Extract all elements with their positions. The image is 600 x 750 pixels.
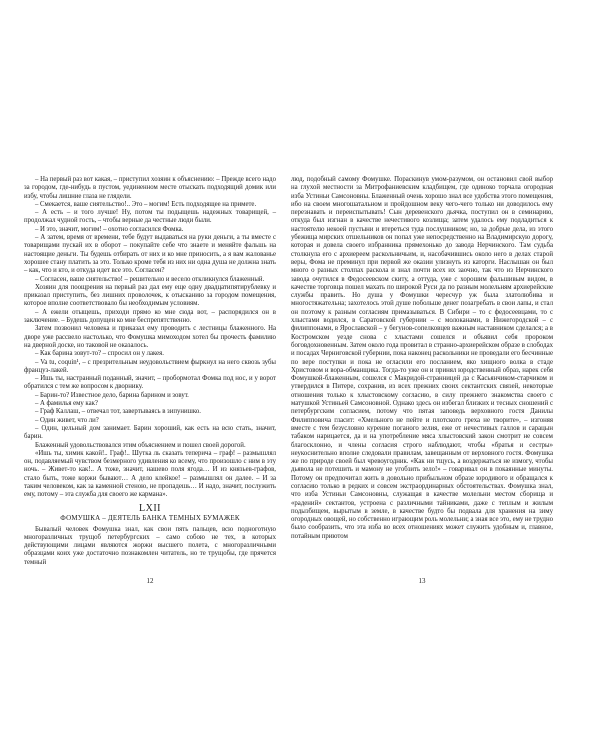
paragraph: – Граф Каллаш, – отвечал тот, завертываясь в зипунишко.	[35, 408, 201, 416]
left-page-paragraphs	[24, 176, 276, 500]
page-number-right: 13	[418, 577, 426, 585]
paragraph: люд, подобный самому Фомушке. Пораскинув умом-разумом, он остановил свой выбор на глухой местности за Митрофаниевским кладбищем, где одиноко торчала огородная изба Устиньи Самсоновны. Блаженный очень хорошо знал все удобства этого помещения, ибо на своем многошатальном и пройдошном веку чего-чего только ни доводилось ему перезнавать и переиспытывать! Сын деревенского дьячка, поступил он в семинарию, откуда был изгнан в качестве нечестивого козлища; затем удалось ему подладиться к настоятелю некоей пустыни и втереться туда послушником; но, за добрые дела, из этого убежища мирских отшельников он попал уже непосредственно на Владимирскую дорогу, которая и довела своего избранника прямехонько до завода Нерчинского. Там судьба столкнула его с архиереем раскольничьим, и, насобачившись около него в делах старой веры, Фома не преминул при первой же оказии улизнуть из каторги. Наслышан он был много о разных столпах раскола и знал почти всех их заочно, так что из Нерчинского завода очутился в Федосеевском скиту, а оттуда, уже с хорошим фальшивым видом, в качестве торговца пошел махать по широкой Руси да по разным молельням архиерейские службы править. Но душа у Фомушки чересчур уж была златолюбива и многостяжательна; захотелось этой душе побольше денег позагребать в свои лапы, и стал он поэтому к разным согласиям примазываться. В Сибири – то с федосеевцами, то с хлыстами водился, в Саратовской губернии – с молоканами, в Нижегородской – с филиппонами, в Ярославской – у бегунов-сопелковцев важным наставником сделался; а в Костромском уезде снова с хлыстами сошелся и объявил себя пророком боговдохновенным. Затем около года провитал в странно-архиерейском образе в слободах и посадах Черниговской губернии, пока наконец раскольники не проведали его бесчинные по вере поступки и пока не огласили его посланием, яко хищного волка в стаде Христовом и вора-обманщика. Тогда-то уже он и принял юродственный образ, нарек себя Фомушкой-блаженным, сошелся с Макридой-странницей да с Касьянчиком-старчиком и утвердился в Питере, сохранив, из всех прежних своих сектантских связей, некоторые отношения только к хлыстовскому согласию, в силу прежнего знакомства своего с матушкой Устиньей Самсоновной. Однако здесь он избегал близких и тесных сношений с петербургским согласием, потому что пятая заповедь верховного гостя Данилы Филипповича гласит: «Хмельного не пейте и плотского греха не творите», – изгоняя вместе с тем безусловно курение поганого зелия, еже от нечестивых галлов и сарацын табаком нарицается, да и на употребление мяса хлыстовский закон смотрит не совсем благосклонно, и члены согласия строго наблюдают, чтобы «братья и сестры» неукоснительно вполне следовали правилам, завещанным от верховного гостя. Фомушка же по природе своей был чревоугодник. «Как ни тщусь, а воздержаться не измогу, чтобы дьявола не потешить и мамону не угобзить зело!» – говаривал он в покаянные минуты. Потому он предпочитал жить в довольно прибыльном образе юродивого и обращался к согласию только в редких и совсем экстраординарных обстоятельствах. Фомушка знал, что изба Устиньи Самсоновны, служащая в качестве молельни местом сборища и «радений» сектантов, устроена с различными тайниками, даже с теплым и жилым подызбищем, вырытым в земле, в качестве будто бы подвала для хранения на зиму огородных овощей, но собственно играющим роль молельни; а зная все это, ему не трудно было сообразить, что эта изба во всех отношениях может служить удобным и, главное, потайным приютом	[291, 176, 553, 540]
paragraph: – А ежели отыщешь, приходи прямо ко мне сюда вот, – распорядился он в заключение. – Будешь допущен ко мне беспрепятственно.	[24, 308, 276, 325]
paragraph: Бывалый человек Фомушка знал, как свои пять пальцев, всю подноготную многоразличных трущоб петербургских – само собою не тех, в которых действующими лицами являются жоржи высшего полета, с многоразличными образцами коих уже достаточно познакомлен читатель, но те трущобы, где прячется темный	[24, 525, 276, 566]
chapter-number-heading: LXII	[139, 502, 161, 514]
paragraph: – На первый раз вот какая, – приступил хозяин к объяснению: – Прежде всего надо за городом, где-нибудь в пустом, уединенном месте отыскать подходящий домик или избу, чтобы лишние глаза не глядели.	[24, 176, 276, 200]
chapter-paragraphs	[24, 526, 276, 567]
paragraph: «Ишь ты, химик какой!.. Граф!.. Шутка ль сказать теперича – граф! – размышлял он, подавляемый чувством безмерного удивления ко всему, что произошло с ним в эту ночь. – Живет-то как!.. А тоже, значит, нашево поля ягода… И из князьев-графов, стало быть, тоже коржи бывают… А дело клейкое! – размышлял он далее. – И за таким человеком, как за каменной стеною, не пропадешь… И надо, значит, послужить ему, потому – эта служба для своего же кармана».	[24, 449, 276, 499]
paragraph: Затем позвонил человека и приказал ему проводить с лестницы блаженного. На дворе уже рассвело настолько, что Фомушка мимоходом хотел бы прочесть фамилию на дверной доске, но таковой не оказалось.	[24, 325, 276, 349]
paragraph: – Барин-то? Известное дело, барина барином и зовут.	[35, 391, 189, 399]
paragraph: – А есть – и того лучше! Ну, потом ты подыщешь надежных товарищей, – продолжал чудной гость, – чтобы верные да честные люди были.	[24, 209, 276, 225]
paragraph: – Один, цельный дом занимает. Барин хороший, как есть на всю стать, значит, барин.	[24, 424, 276, 441]
paragraph: – Смекается, ваше сиятельство!.. Это – могим! Есть подходящее на примете.	[35, 200, 257, 208]
paragraph: – Va tu, coquin¹, – с презрительным неудовольствием фыркнул на него сквозь зубы француз-лакей.	[24, 358, 276, 374]
paragraph: – А затем, время от времени, тебе будут выдаваться на руки деньги, а ты вместе с товарищами пускай их в оборот – покупайте себе что знаете и меняйте фальшь на настоящие деньги. Ты будешь отбирать от них и ко мне приносить, а я вам жалованье хорошее стану платить за это. Только кроме тебя из них ни одна душа не должна знать – как, что и кто, и откуда идет все это. Согласен?	[24, 234, 276, 275]
right-page-text	[291, 176, 553, 541]
paragraph: – И это, значит, могим! – охотно согласился Фомка.	[35, 225, 184, 233]
paragraph: – Один живет, что ли?	[35, 416, 99, 424]
right-page-paragraphs	[291, 176, 553, 541]
paragraph: Хозяин для поощрения на первый раз дал ему еще одну двадцатипятирублевку и приказал приступить, без лишних проволочек, к отысканию за городом помещения, которое вполне соответствовало бы необходимым условиям.	[24, 283, 276, 308]
paragraph: Блаженный удовольствовался этим объяснением и пошел своей дорогой.	[35, 441, 246, 449]
paragraph: – Согласен, ваше сиятельство! – решительно и весело откликнулся блаженный.	[35, 275, 265, 283]
paragraph: – А фамилья ему как?	[35, 400, 98, 408]
left-page-text	[24, 176, 276, 567]
page-number-left: 12	[146, 577, 154, 585]
paragraph: – Ишь ты, настранный поданный, значит, – пробормотал Фомка под нос, и у ворот обратился с тем же вопросом к дворнику.	[24, 375, 276, 391]
paragraph: – Как барина зовут-то? – спросил он у лакея.	[35, 350, 164, 358]
chapter-title: ФОМУШКА – ДЕЯТЕЛЬ БАНКА ТЕМНЫХ БУМАЖЕК	[60, 513, 240, 522]
